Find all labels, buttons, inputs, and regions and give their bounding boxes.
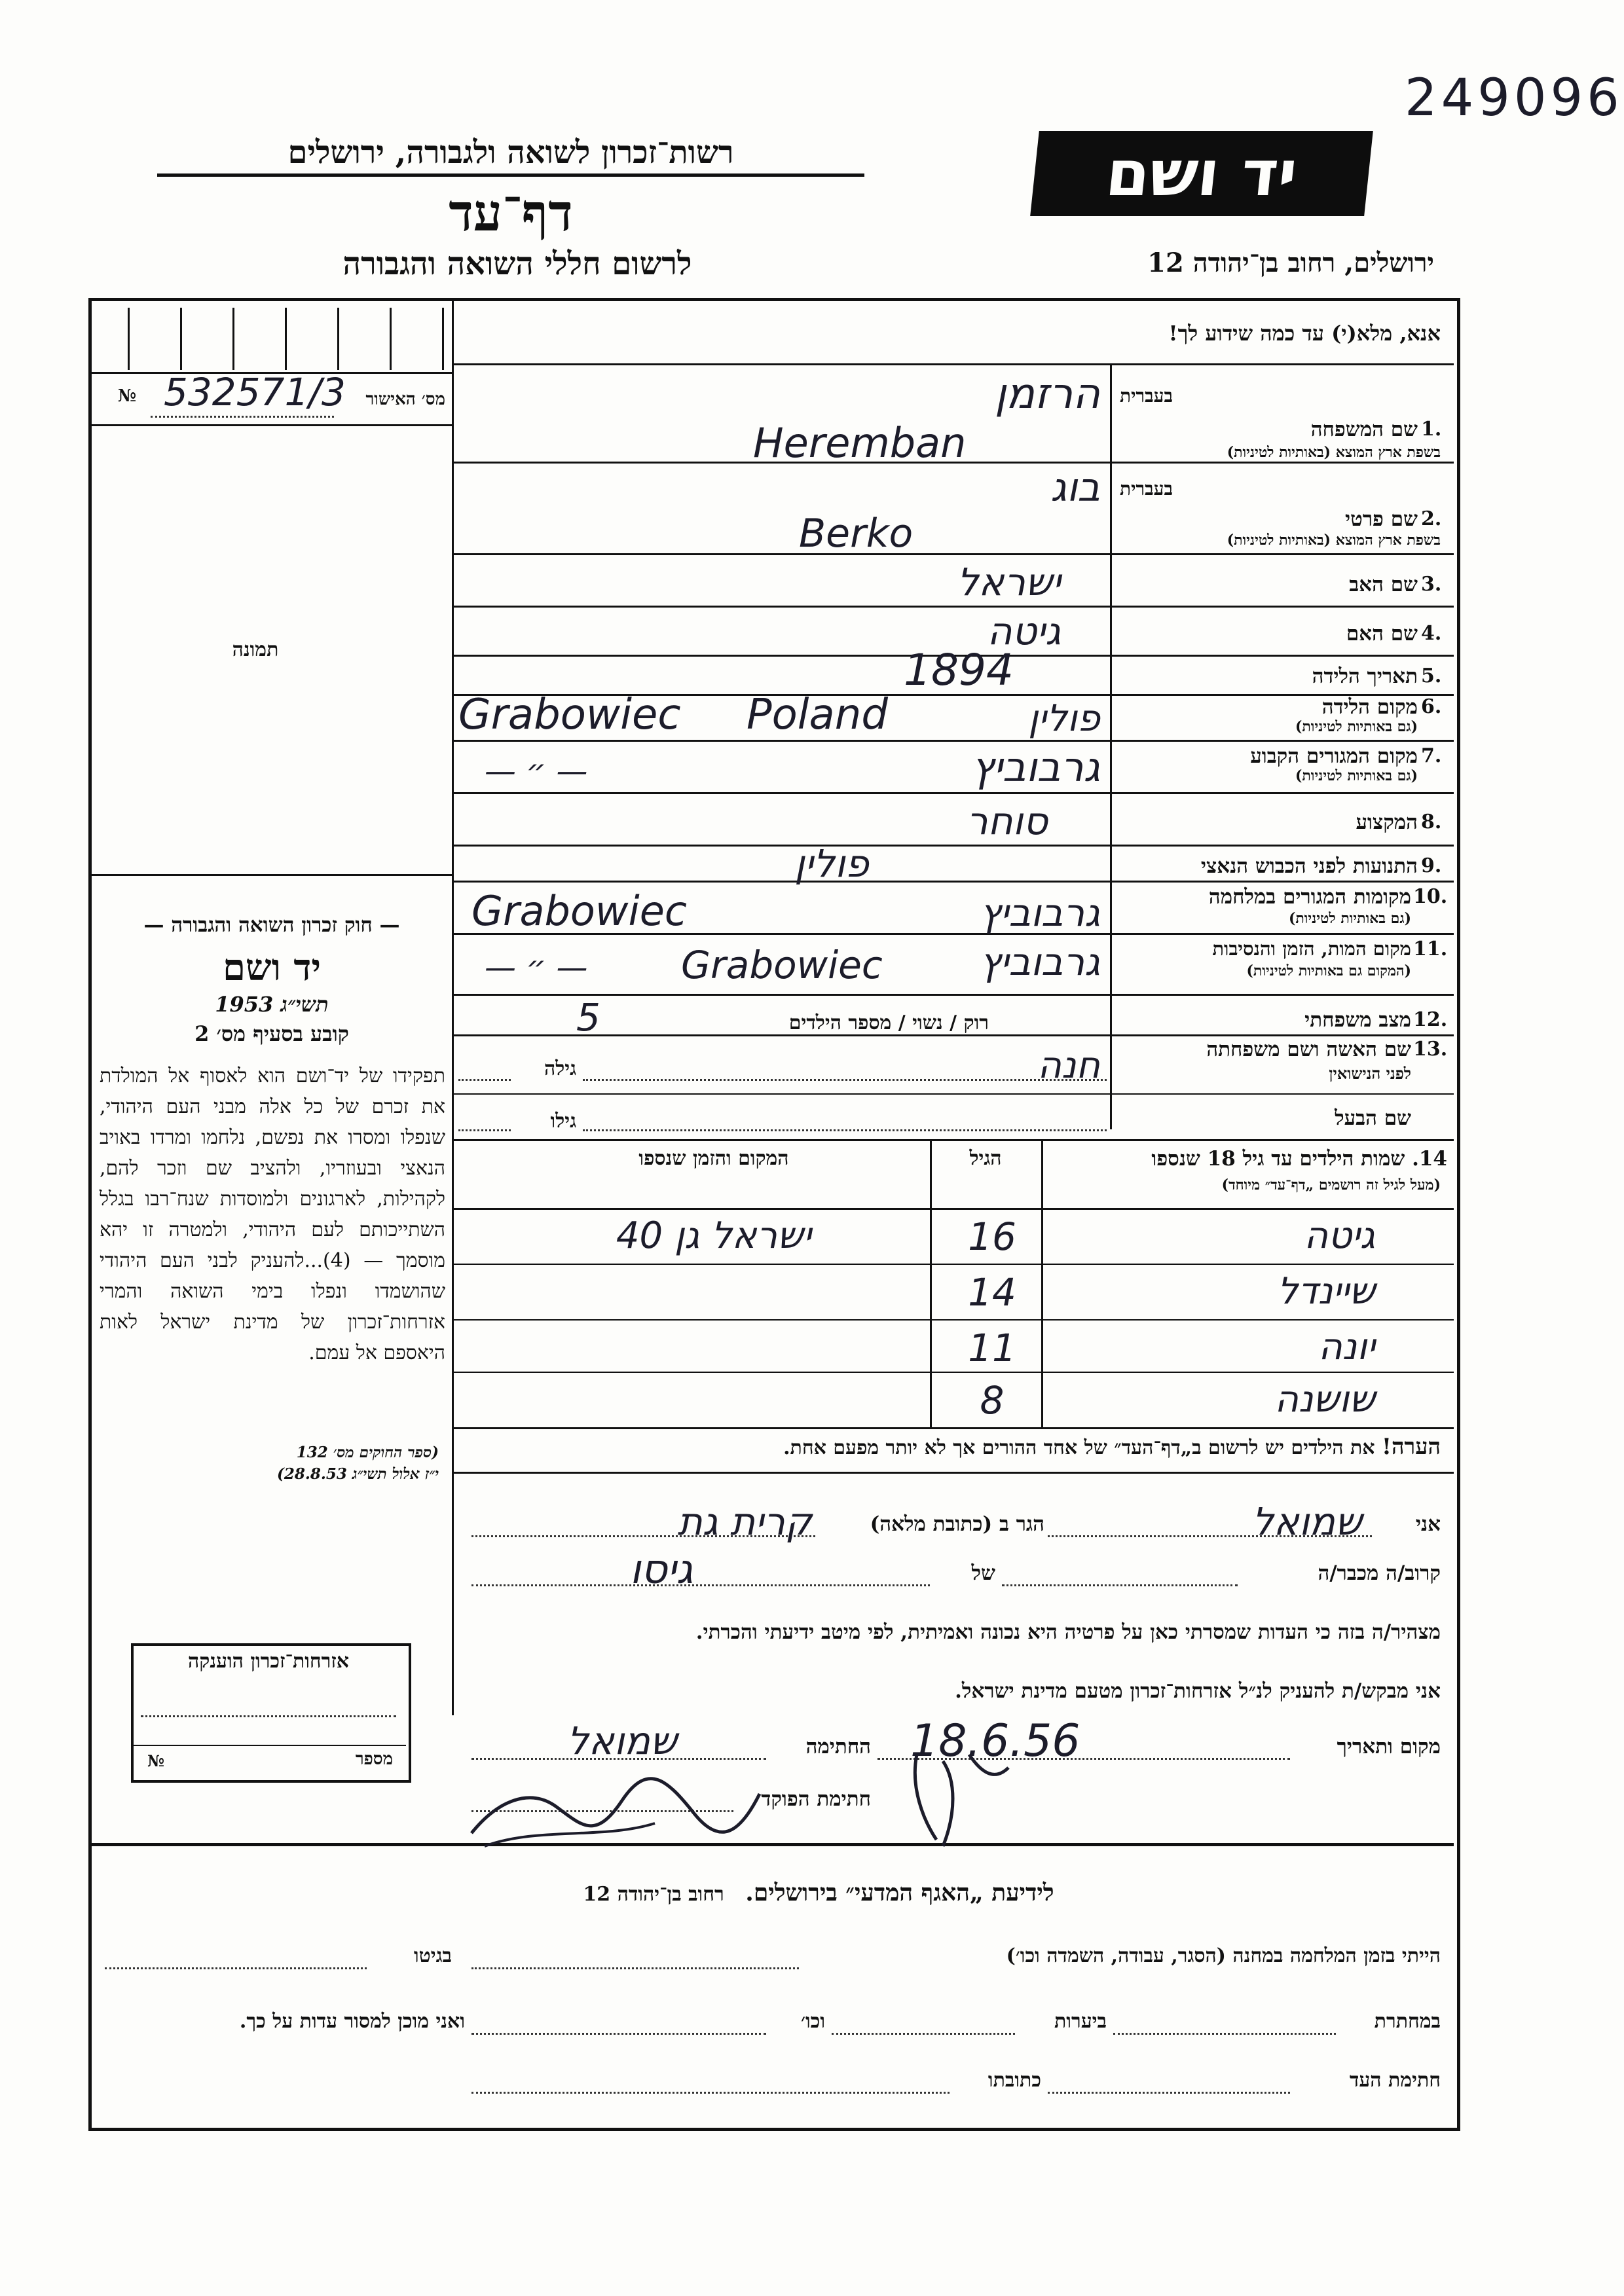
note-row: [458, 1434, 1441, 1460]
husband-age-line: [458, 1129, 511, 1131]
entry-declarant-address: קרית גת: [677, 1499, 812, 1544]
header-address: ירושלים, רחוב בן־יהודה 12: [1147, 247, 1434, 278]
footer-underground-line: [1113, 2033, 1336, 2035]
entry-residence-he: גרבוביץ: [971, 743, 1100, 791]
field-3-label: שם האב: [1349, 573, 1418, 596]
declarant-relation-line: [1002, 1584, 1238, 1586]
law-clause: קובע בסעיף מס׳ 2: [194, 1021, 349, 1046]
child-1-age: 16: [968, 1214, 1016, 1259]
age-col-header: הגיל: [969, 1147, 1002, 1170]
field-9-num: 9.: [1421, 854, 1442, 877]
reg-line: [92, 424, 452, 426]
entry-date: 18.6.56: [910, 1715, 1080, 1767]
footer-forests-line: [832, 2033, 1015, 2035]
children-bottom-line: [454, 1427, 1454, 1429]
entry-signature: שמואל: [566, 1719, 678, 1763]
reg-no-prefix: №: [118, 386, 137, 406]
citizenship-number-label: מספר: [355, 1749, 393, 1769]
marital-options: רוק / נשוי / מספר הילדים: [788, 1011, 989, 1034]
entry-birth-country: Poland: [747, 691, 888, 739]
footer-witness-sig: חתימת העד: [1349, 2069, 1441, 2092]
row-6-line: [454, 740, 1454, 742]
entry-relation: גיסו: [629, 1545, 693, 1593]
field-10-label: מקומות המגורים במלחמה: [1208, 885, 1411, 909]
entry-profession: סוחר: [966, 799, 1048, 843]
husband-age-label: גילו: [550, 1110, 576, 1133]
tick-boxes: [101, 308, 444, 370]
field-11-label: מקום המות, הזמן והנסיבות: [1212, 938, 1411, 960]
date-signature-scribble: [897, 1741, 1028, 1853]
wife-age-line: [458, 1079, 511, 1081]
entry-birth-year: 1894: [904, 645, 1014, 695]
row-2-line: [454, 553, 1454, 555]
law-year: תשי״ג 1953: [215, 992, 329, 1017]
entry-birth-place-he: פולין: [1028, 697, 1100, 740]
row-husband-line: [454, 1139, 1454, 1141]
form-title: דף־עד: [449, 183, 573, 243]
field-13-num: 13.: [1413, 1038, 1448, 1061]
field-6-label: מקום הלידה: [1321, 695, 1418, 719]
field-11-num: 11.: [1413, 938, 1448, 960]
note-label: הערה!: [1382, 1434, 1441, 1460]
photo-bottom: [92, 874, 452, 876]
field-8-num: 8.: [1421, 811, 1442, 833]
entry-war-place-lat: Grabowiec: [471, 887, 687, 935]
declarant-resides-label: הגר ב (כתובת מלאה): [870, 1512, 1044, 1536]
children-row-1-line: [454, 1264, 1454, 1265]
field-1-label: שם המשפחה: [1310, 418, 1418, 441]
entry-death-place-he: גרבוביץ: [980, 939, 1100, 984]
row-11-line: [454, 994, 1454, 996]
field-10-num: 10.: [1413, 885, 1448, 908]
child-1-name: גיטה: [1304, 1214, 1375, 1257]
row-7-line: [454, 792, 1454, 794]
footer-ghetto: בגיטו: [413, 1944, 452, 1967]
footer-witness-line: [1048, 2092, 1290, 2094]
field-7-latin-note: (גם באותיות לטיניות): [1295, 767, 1418, 784]
field-6-latin-note: (גם באותיות לטיניות): [1295, 718, 1418, 735]
declarant-i-label: אני: [1415, 1512, 1441, 1536]
official-signature-scribble: [458, 1761, 773, 1859]
entry-children-count: 5: [576, 995, 600, 1040]
entry-surname-he: הרזמן: [995, 370, 1100, 418]
footer-address-label: כתובתו: [987, 2069, 1041, 2092]
footer-address-line: [471, 2092, 950, 2094]
child-4-age: 8: [980, 1378, 1005, 1423]
declarant-of-label: של: [971, 1561, 995, 1585]
footer-address: רחוב בן־יהודה 12: [583, 1883, 724, 1906]
law-text: תפקידו של יד־ושם הוא לאסוף אל המולדת את זכרם של כל אלה מבני העם היהודי, שנפלו ומסרו את נפשם, נלחמו ומרדו באויב הנאצי ובעוזריו, ולהציב שם וזכר להם, לקהילות, לארגונים ולמוסדות שנח־רבו בגלל השתייכותם לעם היהודי, ולמטרה זו יהא מוסמך — (4)...להעניק לבני העם היהודי שהושמדו ונפלו בימי השואה והמרי אזרחות־זכרון של מדינת ישראל לאות היאספם אל עמם.: [100, 1065, 445, 1364]
footer-separator: [92, 1843, 1454, 1846]
footer-forests: ביערות: [1054, 2010, 1107, 2033]
wife-age-label: גילה: [544, 1057, 576, 1080]
declaration-text: מצהיר/ה בזה כי העדות שמסרתי כאן על פרטיה היא נכונה ואמיתית, לפי מיטב ידיעתי והכרתי.: [695, 1620, 1441, 1644]
field-12-num: 12.: [1413, 1008, 1448, 1031]
field-6-num: 6.: [1421, 695, 1442, 718]
children-header-line: [454, 1208, 1454, 1210]
citizenship-divider: [134, 1745, 406, 1746]
footer-heading: [458, 1879, 1179, 1906]
field-3-num: 3.: [1421, 573, 1442, 596]
field-13-label: שם האשה ושם משפחתה: [1206, 1038, 1411, 1061]
row-13-line: [454, 1093, 1454, 1095]
child-2-age: 14: [968, 1270, 1016, 1315]
place-date-label: מקום ותאריך: [1337, 1735, 1441, 1758]
field-5-num: 5.: [1421, 665, 1442, 687]
field-1-latin-note: בשפת ארץ המוצא (באותיות לטיניות): [1227, 444, 1441, 461]
child-1-place: ישראל גן 40: [616, 1214, 812, 1257]
note-bottom-line: [454, 1472, 1454, 1474]
husband-name-line: [583, 1129, 1107, 1131]
field-4-num: 4.: [1421, 622, 1442, 645]
entry-death-place-lat: Grabowiec: [681, 943, 883, 987]
child-3-age: 11: [968, 1326, 1016, 1370]
footer-ready: ואני מוכן למסור עדות על כך.: [239, 2010, 465, 2033]
signature-label: החתימה: [805, 1735, 871, 1758]
entry-residence-ditto: — ״ —: [485, 753, 588, 790]
footer-title: לידיעת „האגף המדעי״ בירושלים.: [745, 1879, 1054, 1906]
footer-etc-line: [471, 2033, 766, 2035]
form-subtitle: לרשום חללי השואה והגבורה: [342, 246, 692, 282]
field-7-num: 7.: [1421, 744, 1442, 767]
field-5-label: תאריך הלידה: [1312, 665, 1418, 688]
reg-no-underline: [151, 416, 334, 418]
field-8-label: המקצוע: [1356, 811, 1418, 834]
law-source-1: (ספר החוקים מס׳ 132: [296, 1444, 439, 1461]
child-4-name: שושנה: [1274, 1378, 1375, 1421]
official-sig-label: חתימת הפוקד: [761, 1787, 871, 1811]
row-9-line: [454, 881, 1454, 883]
archive-number: 249096: [1405, 69, 1623, 128]
law-source-2: י״ז אלול תשי״ג 28.8.53): [277, 1465, 439, 1483]
entry-mother: גיטה: [987, 609, 1061, 653]
children-header: 14. שמות הילדים עד גיל 18 שנספו: [1151, 1147, 1447, 1171]
entry-birth-place-lat: Grabowiec: [458, 691, 681, 739]
logo-text: יד ושם: [1102, 137, 1301, 210]
entry-wife-name: חנה: [1037, 1044, 1100, 1087]
field-4-label: שם האם: [1346, 622, 1418, 646]
children-col-div-2: [930, 1139, 932, 1427]
entry-death-ditto: — ״ —: [485, 949, 588, 986]
field-1-num: 1.: [1421, 418, 1442, 441]
children-note: (מעל לגיל זה רושמים „דף־עד״ מיוחד): [1221, 1176, 1441, 1194]
row-12-line: [454, 1034, 1454, 1036]
child-3-name: יונה: [1318, 1326, 1375, 1368]
footer-etc: וכו׳: [801, 2010, 825, 2033]
entry-declarant-name: שמואל: [1251, 1499, 1362, 1544]
footer-line-1: הייתי בזמן המלחמה במחנה (הסגר, עבודה, השמדה וכו׳): [1006, 1944, 1441, 1967]
citizenship-title: אזרחות־זכרון הוענקה: [187, 1650, 350, 1673]
law-name: יד ושם: [222, 946, 322, 989]
row-8-line: [454, 845, 1454, 847]
children-row-3-line: [454, 1372, 1454, 1373]
authority-heading: רשות־זכרון לשואה ולגבורה, ירושלים: [157, 134, 864, 177]
entry-father: ישראל: [957, 560, 1061, 604]
row-3-line: [454, 606, 1454, 608]
intro-line: [454, 363, 1454, 365]
reg-no-label: מס׳ האישור: [365, 390, 445, 409]
reg-no-value: 532571/3: [164, 370, 346, 414]
field-2-num: 2.: [1421, 507, 1442, 530]
note-text: את הילדים יש לרשום ב„דף־העד״ של אחד ההורים אך לא יותר מפעם אחת.: [783, 1436, 1375, 1459]
field-9-label: התנועות לפני הכבוש הנאצי: [1200, 854, 1418, 878]
field-1-hebrew: בעברית: [1120, 385, 1173, 407]
entry-first-lat: Berko: [799, 511, 913, 556]
footer-camp-line: [471, 1967, 799, 1969]
law-title: — חוק זכרון השואה והגבורה —: [143, 913, 400, 937]
declarant-relation-label: קרוב/ה מכבר/ה: [1318, 1561, 1441, 1585]
request-text: אני מבקש/ת להעניק לנ״ל אזרחות־זכרון מטעם מדינת ישראל.: [955, 1679, 1441, 1703]
entry-surname-lat: Heremban: [753, 419, 967, 467]
photo-label: תמונה: [232, 638, 279, 661]
field-2-latin-note: בשפת ארץ המוצא (באותיות לטיניות): [1227, 532, 1441, 549]
citizenship-line-1: [141, 1715, 396, 1717]
yad-vashem-logo: [1030, 131, 1373, 216]
form-intro: אנא, מלא(י) עד כמה שידוע לך!: [1168, 321, 1441, 346]
field-10-latin-note: (גם באותיות לטיניות): [1288, 910, 1411, 927]
field-2-label: שם פרטי: [1344, 507, 1418, 531]
citizenship-no: №: [147, 1751, 165, 1770]
label-divider: [1110, 363, 1112, 1129]
footer-underground: במחתרת: [1374, 2010, 1441, 2033]
field-13-note: לפני הנישואין: [1329, 1064, 1411, 1083]
field-husband-label: שם הבעל: [1335, 1106, 1411, 1130]
entry-war-place-he: גרבוביץ: [980, 890, 1100, 935]
children-col-div-1: [1041, 1139, 1043, 1427]
footer-ghetto-line: [105, 1967, 367, 1969]
entry-movement: פולין: [794, 841, 869, 886]
sidebar-divider: [452, 301, 454, 1715]
field-2-hebrew: בעברית: [1120, 478, 1173, 500]
place-col-header: המקום והזמן שנספו: [638, 1147, 789, 1170]
children-row-2-line: [454, 1319, 1454, 1321]
field-11-note: (המקום גם באותיות לטיניות): [1246, 962, 1411, 979]
field-7-label: מקום המגורים הקבוע: [1250, 744, 1418, 768]
child-2-name: שיינדל: [1277, 1270, 1375, 1313]
field-12-label: מצב משפחתי: [1304, 1008, 1411, 1032]
entry-first-he: בוג: [1050, 465, 1100, 511]
